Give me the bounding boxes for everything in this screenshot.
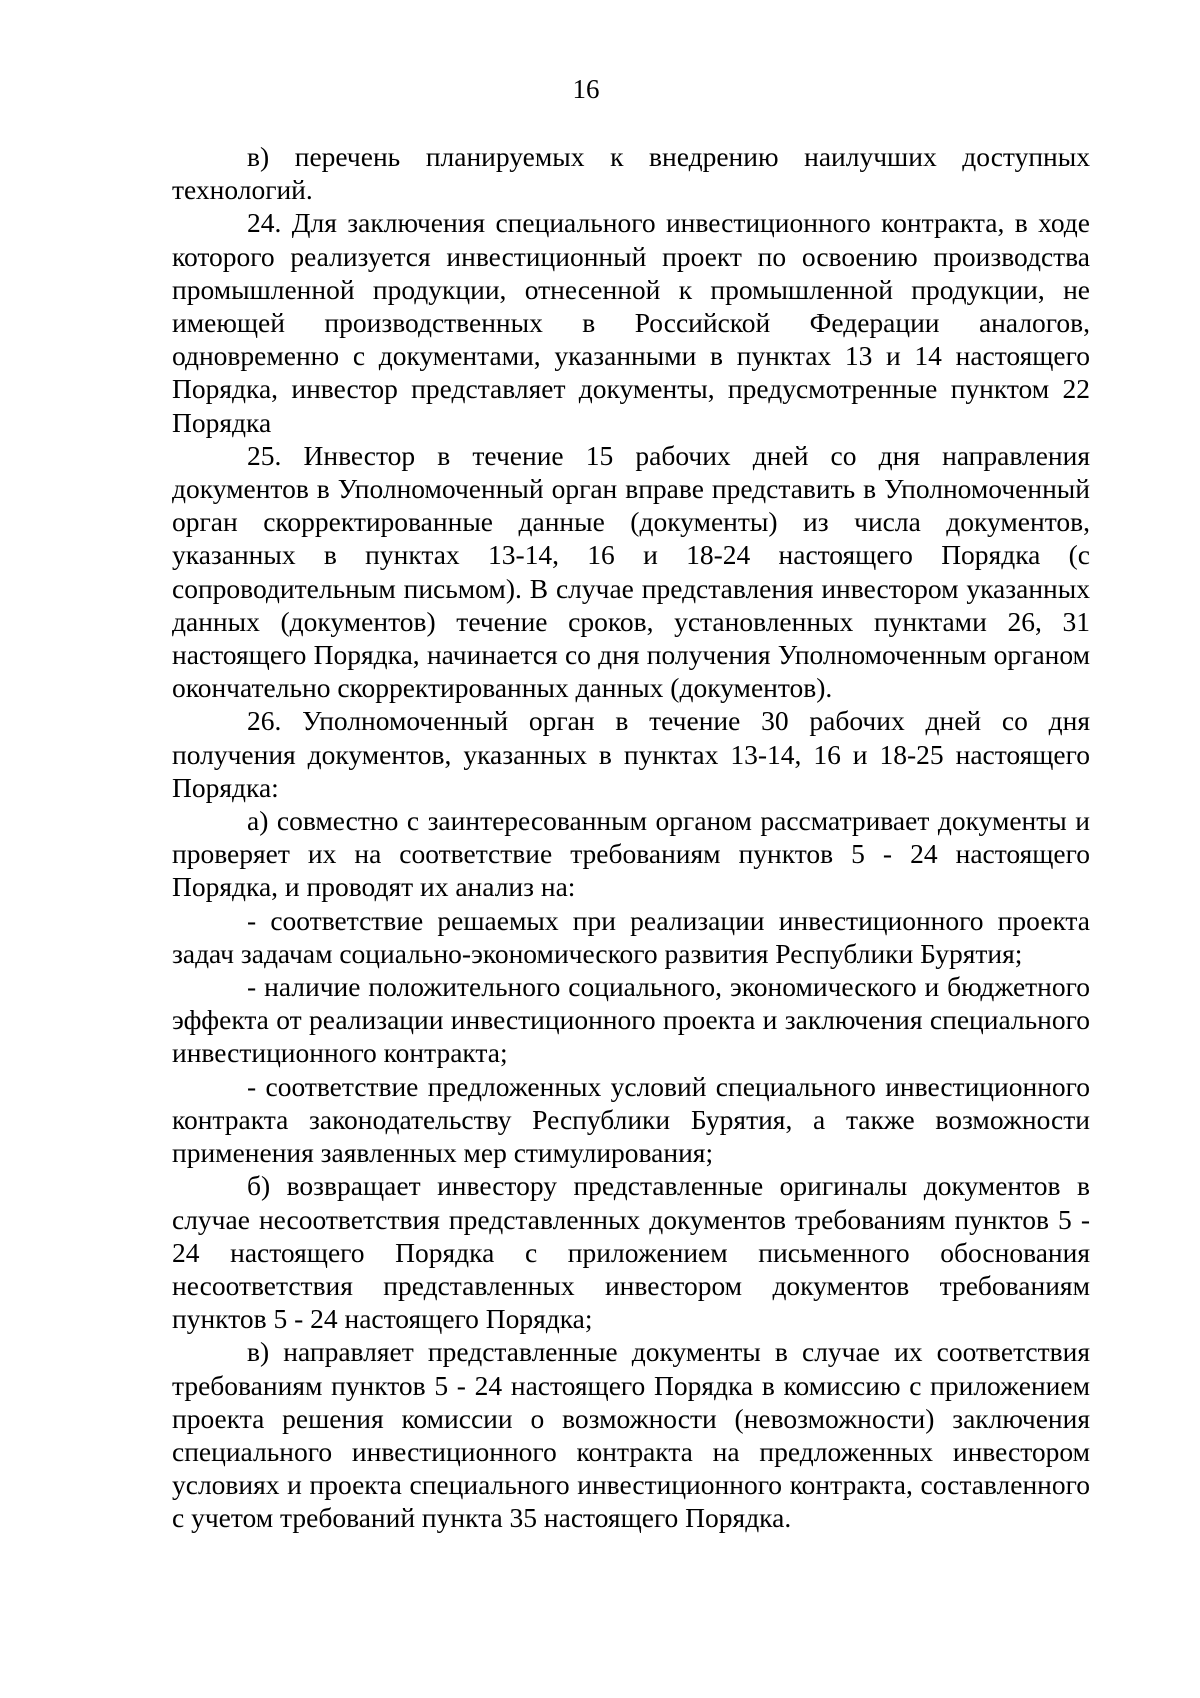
document-body [172, 140, 1090, 1535]
page-number: 16 [572, 74, 600, 104]
paragraph-26-a: а) совместно с заинтересованным органом рассматривает документы и проверяет их на соответствие требованиям пунктов 5 - 24 настоящего Порядка, и проводят их анализ на: [172, 805, 1090, 903]
paragraph-26-a-bullet-2: - наличие положительного социального, экономического и бюджетного эффекта от реализации инвестиционного проекта и заключения специального инвестиционного контракта; [172, 971, 1090, 1069]
paragraph-25: 25. Инвестор в течение 15 рабочих дней со дня направления документов в Уполномоченный орган вправе представить в Уполномоченный орган скорректированные данные (документы) из числа документов, указанных в пунктах 13-14, 16 и 18-24 настоящего Порядка (с сопроводительным письмом). В случае представления инвестором указанных данных (документов) течение сроков, установленных пунктами 26, 31 настоящего Порядка, начинается со дня получения Уполномоченным органом окончательно скорректированных данных (документов). [172, 439, 1090, 704]
paragraph-24: 24. Для заключения специального инвестиционного контракта, в ходе которого реализуется инвестиционный проект по освоению производства промышленной продукции, отнесенной к промышленной продукции, не имеющей производственных в Российской Федерации аналогов, одновременно с документами, указанными в пунктах 13 и 14 настоящего Порядка, инвестор представляет документы, предусмотренные пунктом 22 Порядка [172, 207, 1090, 438]
paragraph-26-b: б) возвращает инвестору представленные оригиналы документов в случае несоответствия представленных документов требованиям пунктов 5 - 24 настоящего Порядка с приложением письменного обоснования несоответствия представленных инвестором документов требованиям пунктов 5 - 24 настоящего Порядка; [172, 1170, 1090, 1335]
paragraph-26-a-bullet-3: - соответствие предложенных условий специального инвестиционного контракта законодательству Республики Бурятия, а также возможности применения заявленных мер стимулирования; [172, 1070, 1090, 1169]
paragraph-item-v-technologies: в) перечень планируемых к внедрению наилучших доступных технологий. [172, 141, 1090, 206]
paragraph-26-a-bullet-1: - соответствие решаемых при реализации инвестиционного проекта задач задачам социально-экономического развития Республики Бурятия; [172, 904, 1090, 969]
paragraph-26-v: в) направляет представленные документы в случае их соответствия требованиям пунктов 5 - 24 настоящего Порядка в комиссию с приложением проекта решения комиссии о возможности (невозможности) заключения специального инвестиционного контракта на предложенных инвестором условиях и проекта специального инвестиционного контракта, составленного с учетом требований пункта 35 настоящего Порядка. [172, 1336, 1090, 1534]
paragraph-26: 26. Уполномоченный орган в течение 30 рабочих дней со дня получения документов, указанных в пунктах 13-14, 16 и 18-25 настоящего Порядка: [172, 705, 1090, 803]
